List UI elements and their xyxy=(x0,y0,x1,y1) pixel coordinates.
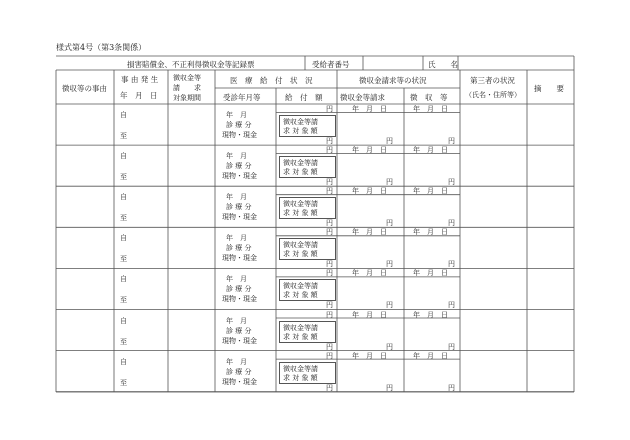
row-to: 至 xyxy=(120,214,127,223)
row-collect-yen: 円 xyxy=(448,137,455,145)
row-claim-box xyxy=(279,197,336,219)
row-yen-bottom: 円 xyxy=(326,342,333,351)
row-collect-date: 年 月 日 xyxy=(413,105,448,113)
header-occurrence-2: 年 月 日 xyxy=(120,91,158,100)
row-from: 自 xyxy=(120,234,127,243)
row-collect-yen: 円 xyxy=(448,342,455,351)
header-claim-col: 徴収金等請求 xyxy=(340,93,385,102)
row-collect-yen: 円 xyxy=(448,301,455,310)
row-year-month: 年 月 xyxy=(226,234,247,243)
row-yen-top: 円 xyxy=(326,228,333,237)
row-in-kind: 現物・現金 xyxy=(222,172,257,181)
header-claim-period-1: 徴収金等 xyxy=(173,74,201,82)
row-medical-portion: 診 療 分 xyxy=(226,162,252,171)
row-to: 至 xyxy=(120,173,127,182)
row-in-kind: 現物・現金 xyxy=(222,336,257,345)
row-medical-portion: 診 療 分 xyxy=(226,203,252,212)
row-year-month: 年 月 xyxy=(226,193,247,202)
row-box-label-2: 求 対 象 額 xyxy=(283,373,318,382)
row-from: 自 xyxy=(120,275,127,284)
header-claim-period-2: 請 求 xyxy=(173,84,201,92)
row-year-month: 年 月 xyxy=(226,152,247,161)
header-collection-status: 徴収金請求等の状況 xyxy=(359,76,427,85)
form-number: 様式第4号（第3条関係） xyxy=(56,43,147,52)
header-medical-status: 医 療 給 付 状 況 xyxy=(230,76,313,85)
row-claim-date: 年 月 日 xyxy=(352,269,387,278)
row-collect-yen: 円 xyxy=(448,219,455,228)
row-collect-yen: 円 xyxy=(448,260,455,269)
row-collect-date: 年 月 日 xyxy=(413,228,448,237)
row-box-label-2: 求 対 象 額 xyxy=(283,209,318,218)
row-claim-yen: 円 xyxy=(386,383,393,392)
row-from: 自 xyxy=(120,111,127,119)
row-collect-date: 年 月 日 xyxy=(413,146,448,155)
row-to: 至 xyxy=(120,337,127,346)
row-box-label-2: 求 対 象 額 xyxy=(283,127,318,135)
name-label: 氏 名 xyxy=(428,60,458,69)
row-claim-yen: 円 xyxy=(386,178,393,187)
row-year-month: 年 月 xyxy=(226,275,247,284)
row-claim-date: 年 月 日 xyxy=(352,146,387,155)
row-to: 至 xyxy=(120,255,127,264)
header-claim-period-3: 対象期間 xyxy=(173,94,201,102)
row-medical-portion: 診 療 分 xyxy=(226,244,252,253)
row-to: 至 xyxy=(120,378,127,387)
row-box-label-1: 徴収金等請 xyxy=(283,364,318,373)
header-collect-col: 徴 収 等 xyxy=(410,93,448,102)
row-yen-top: 円 xyxy=(326,351,333,360)
row-from: 自 xyxy=(120,357,127,366)
row-yen-bottom: 円 xyxy=(326,219,333,228)
row-yen-bottom: 円 xyxy=(326,383,333,392)
row-yen-top: 円 xyxy=(326,310,333,319)
header-benefit-amount: 給 付 額 xyxy=(285,93,323,102)
row-claim-box xyxy=(279,362,336,384)
row-claim-yen: 円 xyxy=(386,301,393,310)
row-from: 自 xyxy=(120,193,127,202)
beneficiary-number-label: 受給者番号 xyxy=(312,60,350,69)
row-claim-yen: 円 xyxy=(386,342,393,351)
row-yen-bottom: 円 xyxy=(326,178,333,187)
row-yen-top: 円 xyxy=(326,105,333,113)
row-collect-date: 年 月 日 xyxy=(413,269,448,278)
row-from: 自 xyxy=(120,152,127,161)
row-in-kind: 現物・現金 xyxy=(222,377,257,386)
row-yen-top: 円 xyxy=(326,187,333,196)
row-to: 至 xyxy=(120,296,127,305)
row-year-month: 年 月 xyxy=(226,357,247,366)
row-yen-bottom: 円 xyxy=(326,260,333,269)
row-collect-date: 年 月 日 xyxy=(413,310,448,319)
row-box-label-1: 徴収金等請 xyxy=(283,282,318,291)
row-collect-date: 年 月 日 xyxy=(413,187,448,196)
row-to: 至 xyxy=(120,132,127,140)
header-remarks: 摘 要 xyxy=(534,84,564,93)
row-yen-top: 円 xyxy=(326,269,333,278)
row-collect-yen: 円 xyxy=(448,178,455,187)
row-from: 自 xyxy=(120,316,127,325)
row-medical-portion: 診 療 分 xyxy=(226,326,252,335)
row-in-kind: 現物・現金 xyxy=(222,131,257,139)
row-claim-yen: 円 xyxy=(386,219,393,228)
row-medical-portion: 診 療 分 xyxy=(226,121,252,129)
row-box-label-1: 徴収金等請 xyxy=(283,200,318,209)
row-year-month: 年 月 xyxy=(226,316,247,325)
row-claim-date: 年 月 日 xyxy=(352,228,387,237)
row-claim-box xyxy=(279,279,336,301)
row-claim-date: 年 月 日 xyxy=(352,187,387,196)
row-box-label-1: 徴収金等請 xyxy=(283,241,318,250)
row-box-label-1: 徴収金等請 xyxy=(283,159,318,168)
row-box-label-2: 求 対 象 額 xyxy=(283,332,318,341)
row-in-kind: 現物・現金 xyxy=(222,295,257,304)
row-claim-date: 年 月 日 xyxy=(352,310,387,319)
row-collect-yen: 円 xyxy=(448,383,455,392)
row-yen-bottom: 円 xyxy=(326,301,333,310)
header-medical-month: 受診年月等 xyxy=(223,93,261,102)
row-box-label-2: 求 対 象 額 xyxy=(283,291,318,300)
row-box-label-1: 徴収金等請 xyxy=(283,323,318,332)
row-in-kind: 現物・現金 xyxy=(222,213,257,222)
row-yen-bottom: 円 xyxy=(326,137,333,145)
row-claim-yen: 円 xyxy=(386,260,393,269)
header-occurrence-1: 事 由 発 生 xyxy=(121,75,159,84)
row-medical-portion: 診 療 分 xyxy=(226,285,252,294)
row-medical-portion: 診 療 分 xyxy=(226,367,252,376)
row-in-kind: 現物・現金 xyxy=(222,254,257,263)
record-title: 損害賠償金、不正利得徴収金等記録票 xyxy=(127,60,255,69)
header-reason: 徴収等の事由 xyxy=(62,84,107,93)
header-third-party-1: 第三者の状況 xyxy=(470,76,515,85)
row-yen-top: 円 xyxy=(326,146,333,155)
row-claim-box xyxy=(279,115,336,137)
row-collect-date: 年 月 日 xyxy=(413,351,448,360)
row-claim-box xyxy=(279,321,336,343)
row-box-label-1: 徴収金等請 xyxy=(283,118,318,126)
row-claim-date: 年 月 日 xyxy=(352,105,387,113)
row-claim-box xyxy=(279,156,336,178)
row-year-month: 年 月 xyxy=(226,111,247,119)
header-third-party-2: （氏名・住所等） xyxy=(465,91,521,99)
row-box-label-2: 求 対 象 額 xyxy=(283,168,318,177)
row-claim-box xyxy=(279,238,336,260)
row-box-label-2: 求 対 象 額 xyxy=(283,250,318,259)
row-claim-date: 年 月 日 xyxy=(352,351,387,360)
row-claim-yen: 円 xyxy=(386,137,393,145)
